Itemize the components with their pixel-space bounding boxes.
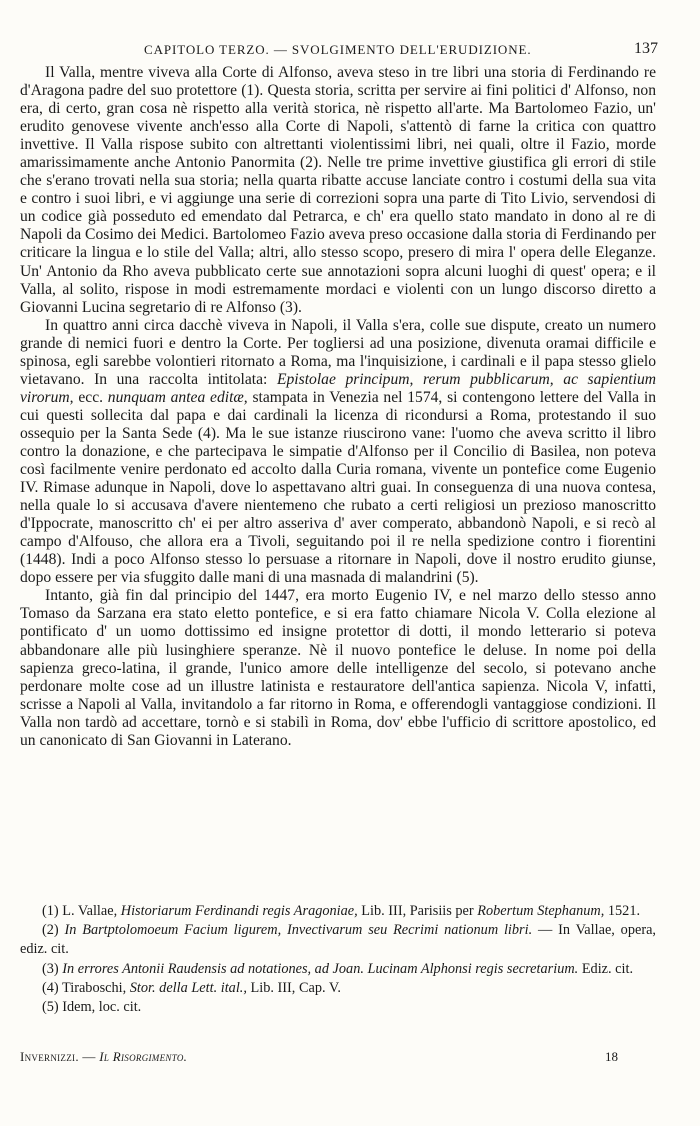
- text-run: (3): [42, 960, 63, 977]
- running-header: [44, 40, 658, 62]
- footnotes: [20, 902, 656, 1017]
- page-number: 137: [634, 40, 658, 57]
- text-run: stampata in Venezia nel 1574, si contengono lettere del Valla in cui questi sollecita dal papa e dai cardinali la licenza di ricondursi a Roma, protestando il suo ossequio per la Santa Sede (4). Ma le sue istanze riuscirono vane: l'uomo che aveva scritto il libro contro la donazione, e che partecipava le simpatie d'Alfonso per il Concilio di Basilea, non poteva così facilmente venire perdonato ed accolto dalla Curia romana, vivente un pontefice come Eugenio IV. Rimase adunque in Napoli, dove lo aspettavano altri guai. In conseguenza di una nuova contesa, nella quale lo si accusava d'avere nientemeno che rubato a certi religiosi un prezioso manoscritto d'Ippocrate, manoscritto ch' ei per altro asseriva d' aver comperato, abbandonò Napoli, e si recò al campo d'Alfouso, che allora era a Tivoli, seguitando poi il re nella spedizione contro i fiorentini (1448). Indi a poco Alfonso stesso lo persuase a ritornare in Napoli, dove il nostro erudito giunse, dopo essere per via sfuggito dalle mani di una masnada di malandrini (5).: [20, 388, 657, 587]
- paragraph: [20, 317, 656, 588]
- footnote: [20, 998, 656, 1017]
- signature-number: 18: [605, 1049, 618, 1064]
- text-run: (1) L. Vallae,: [42, 903, 121, 919]
- italic-run: Stor. della Lett. ital.,: [129, 979, 247, 996]
- running-title: CAPITOLO TERZO. — SVOLGIMENTO DELL'ERUDIZIONE.: [144, 42, 532, 57]
- text-run: (2): [42, 922, 65, 939]
- italic-run: In errores Antonii Raudensis ad notationes, ad Joan. Lucinam Alphonsi regis secretarium.: [62, 960, 579, 977]
- text-run: (4) Tiraboschi,: [42, 979, 130, 996]
- text-run: Lib. III, Parisiis per: [357, 903, 478, 919]
- footnote: [20, 921, 656, 959]
- text-run: Lib. III, Cap. V.: [246, 979, 341, 996]
- paragraph: [20, 587, 656, 749]
- footnote: [20, 979, 656, 998]
- printer-signature: [20, 1049, 620, 1069]
- text-run: In quattro anni circa dacchè viveva in Napoli, il Valla s'era, colle sue dispute, creato un numero grande di nemici fuori e dentro la Corte. Per togliersi ad una posizione, divenuta oramai difficile e spinosa, egli sarebbe volontieri ritornato a Roma, ma l'inquisizione, i cardinali e il papa stesso glielo vietavano. In una raccolta intitolata:: [20, 316, 656, 388]
- italic-run: Robertum Stephanum,: [477, 903, 605, 919]
- signature-author: Invernizzi. —: [20, 1049, 100, 1064]
- text-run: Ediz. cit.: [578, 960, 634, 977]
- signature-label: [20, 1049, 187, 1065]
- signature-title: Il Risorgimento.: [99, 1049, 188, 1064]
- text-run: Intanto, già fin dal principio del 1447, era morto Eugenio IV, e nel marzo dello stesso anno Tomaso da Sarzana era stato eletto pontefice, e si era fatto chiamare Nicola V. Colla elezione al pontificato d' un uomo dottissimo ed insigne protettor di dotti, il mondo letterario si poteva abbandonare alle più lusinghiere speranze. Nè il nuovo pontefice le deluse. In nome poi della sapienza greco-latina, il grande, l'unico amore delle intelligenze del secolo, si potevano anche perdonare molte cose ad un illustre latinista e restauratore dell'antica sapienza. Nicola V, infatti, scrisse a Napoli al Valla, invitandolo a far ritorno in Roma, e offerendogli vantaggiose condizioni. Il Valla non tardò ad accettare, tornò e si stabilì in Roma, dov' ebbe l'ufficio di scrittore apostolico, ed un canonicato di San Giovanni in Laterano.: [20, 587, 656, 749]
- text-run: ecc.: [73, 388, 108, 406]
- text-run: (5) Idem, loc. cit.: [42, 999, 142, 1016]
- footnote: [20, 902, 656, 921]
- italic-run: Epistolae principum, rerum pubblicarum, ac sapientium virorum,: [20, 370, 656, 406]
- italic-run: Historiarum Ferdinandi regis Aragoniae,: [120, 903, 358, 919]
- text-run: 1521.: [604, 903, 641, 919]
- paragraph: [20, 64, 656, 317]
- italic-run: In Bartptolomoeum Facium ligurem, Invectivarum seu Recrimi nationum libri.: [64, 922, 533, 939]
- main-text: [20, 64, 656, 750]
- text-run: Il Valla, mentre viveva alla Corte di Alfonso, aveva steso in tre libri una storia di Ferdinando re d'Aragona padre del suo protettore (1). Questa storia, scritta per servire ai fini politici d' Alfonso, non era, di certo, gran cosa nè rispetto alla verità storica, nè rispetto all'arte. Ma Bartolomeo Fazio, un' erudito genovese vivente anch'esso alla Corte di Napoli, s'attentò di farne la critica con quattro invettive. Il Valla rispose subito con altrettanti violentissimi libri, nei quali, oltre il Fazio, morde amarissimamente anche Antonio Panormita (2). Nelle tre prime invettive giustifica gli errori di stile che s'erano trovati nella sua storia; nella quarta ribatte accuse lanciate contro i costumi della sua vita e contro i suoi libri, e vi aggiunge una serie di correzioni sopra una parte di Tito Livio, servendosi di un codice già posseduto ed emendato dal Petrarca, e ch' era quello stato mandato in dono al re di Napoli da Cosimo dei Medici. Bartolomeo Fazio aveva preso occasione dalla storia di Ferdinando per criticare la lingua e lo stile del Valla; altri, allo stesso scopo, presero di mira l' opera delle Eleganze. Un' Antonio da Rho aveva pubblicato certe sue annotazioni sopra alcuni luoghi di quest' opera; e il Valla, al solito, rispose in modi estremamente mordaci e violenti con un lungo discorso diretto a Giovanni Lucina segretario di re Alfonso (3).: [20, 64, 656, 316]
- text-run: — In Vallae, opera, ediz. cit.: [20, 922, 656, 958]
- footnote: [20, 960, 656, 979]
- italic-run: nunquam antea editæ,: [107, 388, 248, 406]
